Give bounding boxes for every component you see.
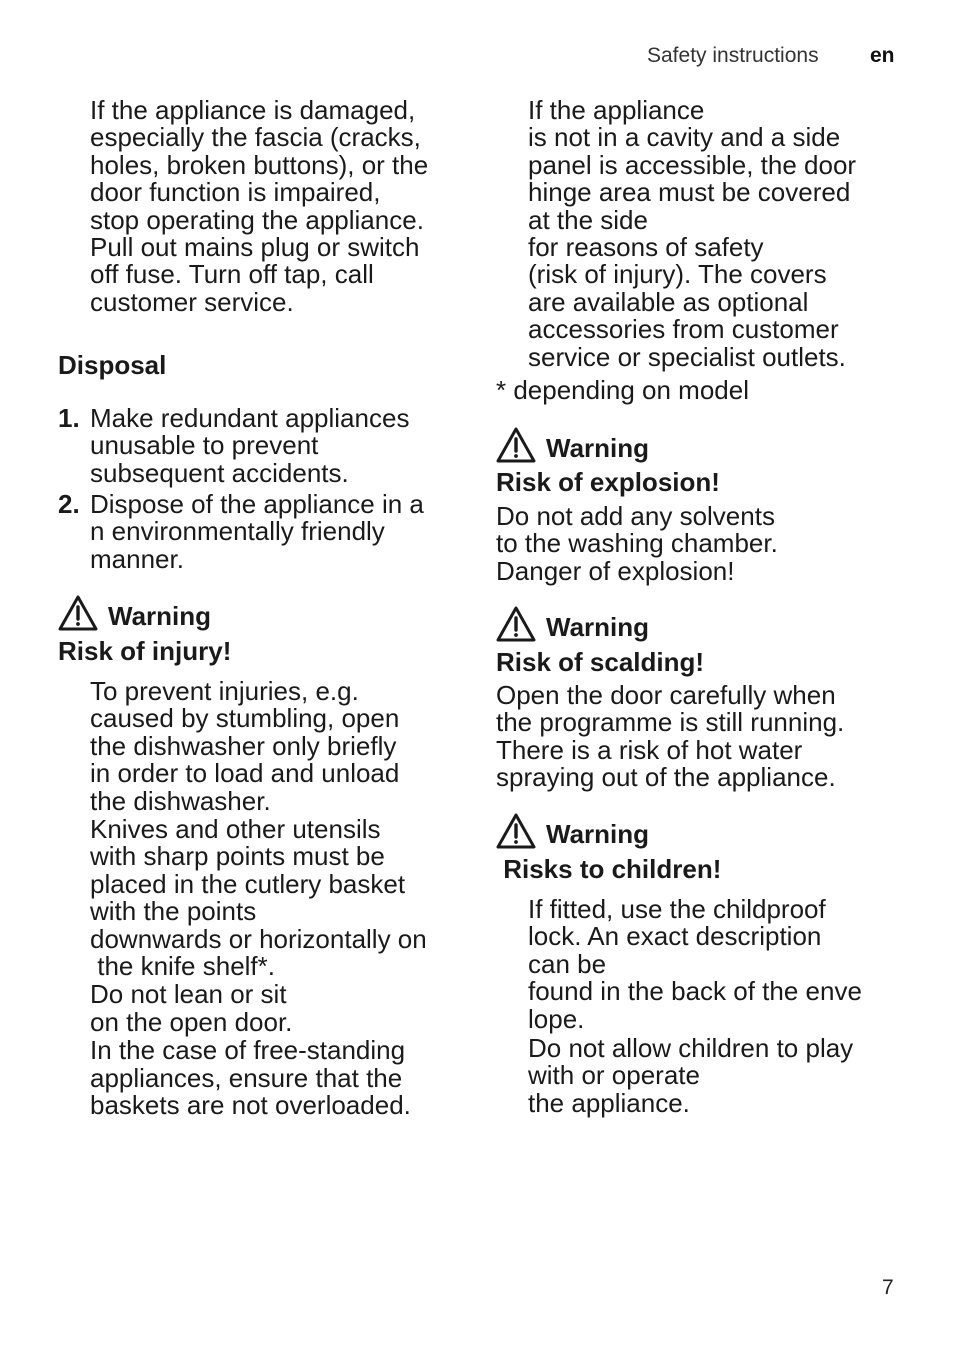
warning-triangle-icon (496, 606, 536, 642)
injury-paragraph: Knives and other utensils with sharp points must be placed in the cutlery basket with the points downwards or horizontally on the knife shelf*. (90, 814, 427, 982)
warning-label: Warning (108, 601, 212, 631)
list-number: 1. (58, 403, 80, 433)
children-paragraph: Do not allow children to play with or operate the appliance. (528, 1033, 854, 1118)
list-number: 2. (58, 489, 80, 519)
disposal-heading: Disposal (58, 350, 167, 380)
warning-label: Warning (546, 433, 650, 463)
footnote: * depending on model (496, 375, 749, 405)
scalding-text: Open the door carefully when the programme is still running. There is a risk of hot water spraying out of the appliance. (496, 680, 845, 793)
injury-paragraph: To prevent injuries, e.g. caused by stumbling, open the dishwasher only briefly in order to load and unload the dishwasher. (90, 676, 400, 816)
children-paragraph: If fitted, use the childproof lock. An exact description can be found in the back of the enve lope. (528, 894, 862, 1034)
warning-explosion (496, 427, 649, 463)
warning-children (496, 813, 649, 849)
warning-scalding (496, 606, 649, 642)
injury-title: Risk of injury! (58, 636, 232, 666)
header-language: en (870, 44, 895, 67)
injury-paragraph: In the case of free-standing appliances, ensure that the baskets are not overloaded. (90, 1035, 411, 1121)
warning-label: Warning (546, 819, 650, 849)
injury-paragraph: Do not lean or sit on the open door. (90, 979, 293, 1037)
warning-triangle-icon (58, 595, 98, 631)
header-section-title: Safety instructions (647, 44, 819, 67)
list-item (58, 405, 409, 487)
explosion-text: Do not add any solvents to the washing chamber. Danger of explosion! (496, 501, 778, 586)
children-text (528, 896, 862, 1117)
list-item (58, 491, 424, 573)
injury-text (90, 678, 427, 1120)
warning-label: Warning (546, 612, 650, 642)
side-panel-paragraph: If the appliance is not in a cavity and a side panel is accessible, the door hinge area must be covered at the side for reasons of safety (risk of injury). The covers are available as optional accessories from customer service or specialist outlets. (528, 95, 857, 372)
scalding-title: Risk of scalding! (496, 647, 705, 677)
warning-triangle-icon (496, 427, 536, 463)
warning-triangle-icon (496, 813, 536, 849)
page-number: 7 (882, 1276, 894, 1299)
children-title: Risks to children! (496, 854, 722, 884)
explosion-title: Risk of explosion! (496, 467, 720, 497)
damage-paragraph: If the appliance is damaged, especially the fascia (cracks, holes, broken buttons), or the door function is impaired, stop operating the appliance. Pull out mains plug or switch off fuse. Turn off tap, call customer service. (90, 95, 429, 317)
list-text: Dispose of the appliance in a n environmentally friendly manner. (90, 489, 424, 574)
warning-injury (58, 595, 211, 631)
list-text: Make redundant appliances unusable to prevent subsequent accidents. (90, 403, 410, 488)
